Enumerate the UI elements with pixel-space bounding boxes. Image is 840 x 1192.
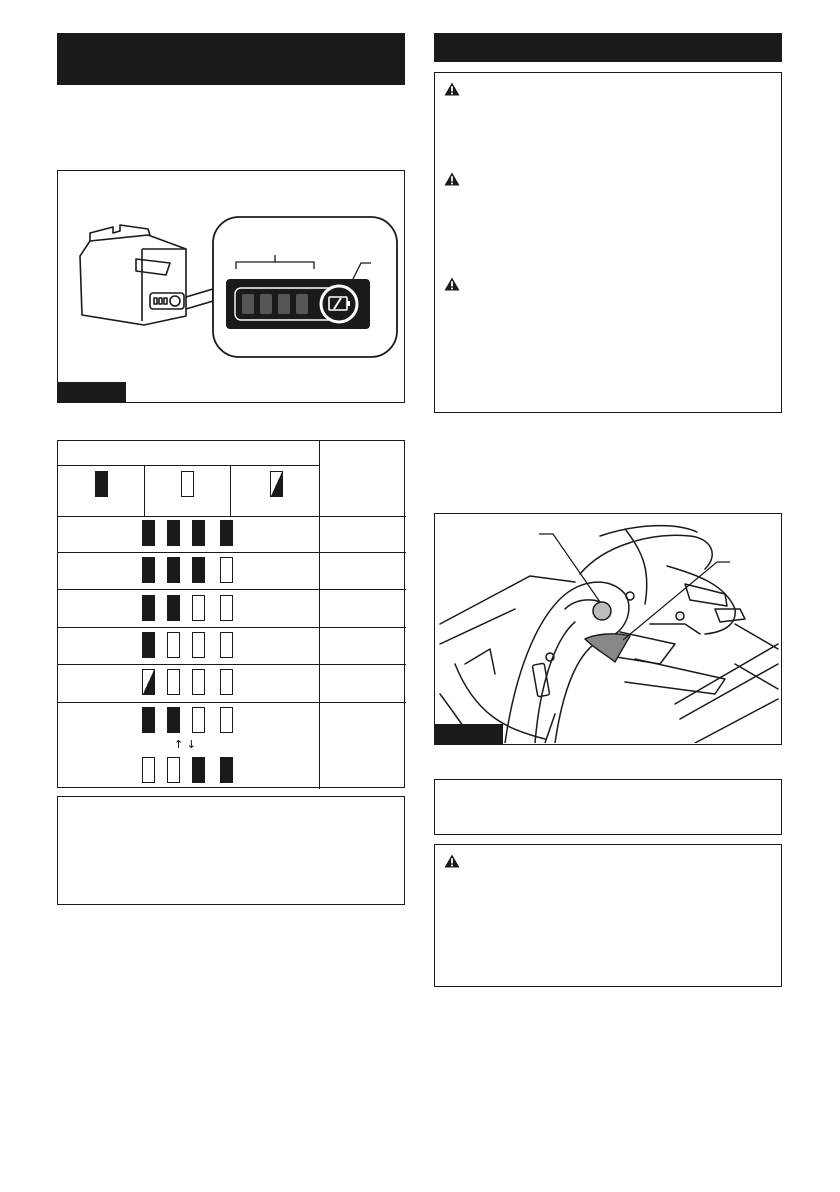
figure-number-tag <box>435 724 503 744</box>
note-box-left <box>57 796 405 905</box>
figure-tool-switch <box>434 513 782 745</box>
caution-box <box>434 844 782 987</box>
note-box-right <box>434 779 782 835</box>
section-heading-left <box>57 33 405 85</box>
legend-lit-icon <box>95 471 108 497</box>
warning-icon <box>444 854 460 868</box>
tool-illustration <box>435 514 780 743</box>
legend-off-icon <box>181 471 194 497</box>
battery-indicator-illustration <box>58 171 403 401</box>
warning-icon <box>444 82 460 96</box>
legend-blinking-icon <box>270 471 283 497</box>
figure-battery-indicator <box>57 170 405 403</box>
section-heading-right <box>434 33 782 62</box>
warning-icon <box>444 172 460 186</box>
warning-icon <box>444 277 460 291</box>
warnings-box <box>434 72 782 413</box>
figure-number-tag <box>58 382 126 402</box>
indicator-status-table <box>57 440 405 788</box>
alternating-arrows: ↑ ↓ <box>174 738 196 751</box>
